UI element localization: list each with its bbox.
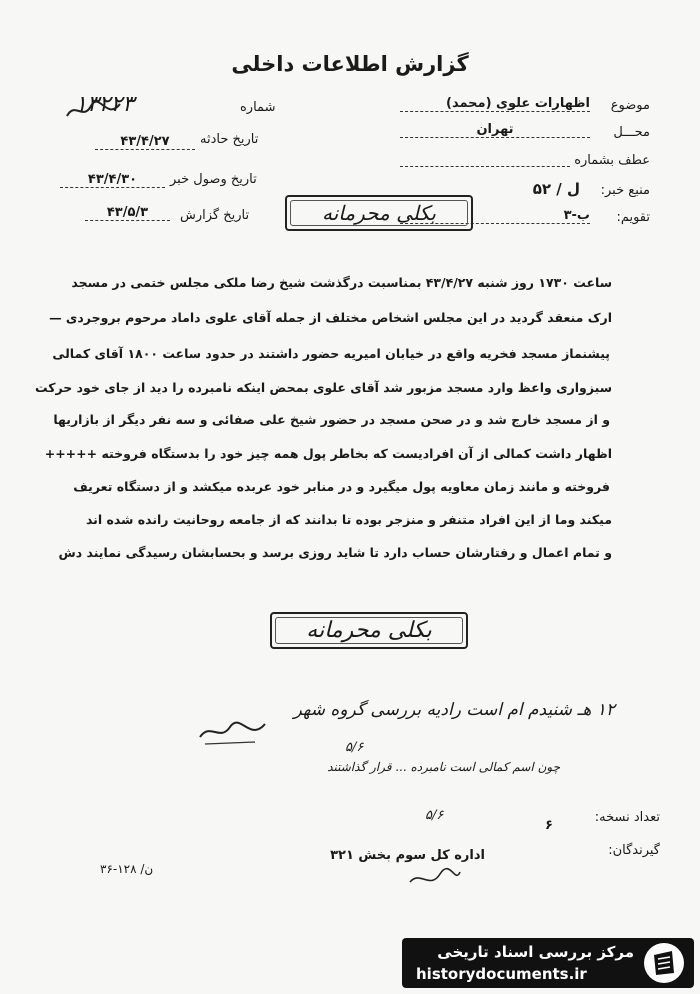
event-date-label: تاریخ حادثه — [200, 132, 259, 147]
subject-value: اظهارات علوی (محمد) — [400, 96, 590, 112]
watermark-url: historydocuments.ir — [416, 965, 587, 983]
handwritten-scribble — [195, 712, 275, 752]
watermark-title: مرکز بررسی اسناد تاریخی — [437, 943, 634, 961]
subject-label: موضوع — [610, 98, 650, 113]
number-value: ۱۳۲۲۳ — [75, 92, 135, 117]
source-value: ل / ۵۲ — [532, 180, 580, 198]
number-label: شماره — [240, 100, 276, 115]
number-scribble — [65, 96, 135, 126]
body-line-8: میکند وما از این افراد متنفر و منزجر بوده تا بدانند که از جامعه روحانیت رانده شده اند — [85, 512, 612, 527]
handwritten-note-3: چون اسم کمالی است نامبرده ... قرار گذاشتند — [327, 760, 560, 774]
body-line-2: ارک منعقد گردید در این مجلس اشخاص مختلف از جمله آقای علوی داماد مرحوم بروجردی — — [49, 310, 612, 325]
location-value: تهران — [400, 122, 590, 138]
archive-logo-icon — [642, 941, 686, 985]
body-line-4: سبزواری واعظ وارد مسجد مزبور شد آقای علوی بمحض اینکه نامبرده را دید از جای خود حرکت — [34, 380, 612, 395]
body-line-1: ساعت ۱۷۳۰ روز شنبه ۴۳/۴/۲۷ بمناسبت درگذشت شیخ رضا ملکی مجلس ختمی در مسجد — [71, 275, 612, 290]
report-date-value: ۴۳/۵/۳ — [85, 205, 170, 221]
body-line-7: فروخته و مانند زمان معاویه پول میگیرد و در منابر خود عربده میکشد و از دستگاه تعریف — [73, 479, 610, 494]
receipt-date-label: تاریخ وصول خبر — [170, 172, 257, 187]
reference-line — [400, 166, 570, 167]
reference-label: عطف بشماره — [574, 153, 650, 168]
handwritten-note-1: ۱۲ هـ شنیدم ام است رادیه بررسی گروه شهر — [293, 700, 615, 720]
body-line-3: پیشنماز مسجد فخریه واقع در خیابان امیریه حضور داشتند در حدود ساعت ۱۸۰۰ آقای کمالی — [52, 346, 610, 361]
rating-label: تقویم: — [616, 210, 650, 225]
document-code: ن/ ۱۲۸-۳۶ — [100, 862, 154, 876]
receipt-date-value: ۴۳/۴/۳۰ — [60, 172, 165, 188]
rating-value: ب-۳ — [400, 208, 590, 224]
confidential-stamp-middle: بکلی محرمانه — [270, 612, 468, 649]
copies-value: ۶ — [545, 818, 553, 833]
recipients-label: گیرندگان: — [608, 843, 660, 858]
handwritten-note-2: ۵/۶ — [345, 740, 364, 755]
body-line-9: و تمام اعمال و رفتارشان حساب دارد تا شاید روزی برسد و بحسابشان رسیدگی نمایند دش — [58, 545, 612, 560]
handwritten-note-4: ۵/۶ — [425, 808, 444, 823]
recipient-value: اداره کل سوم بخش ۳۲۱ — [330, 848, 485, 863]
source-label: منبع خبر: — [600, 183, 650, 198]
location-label: محـــل — [613, 125, 650, 140]
event-date-value: ۴۳/۴/۲۷ — [95, 134, 195, 150]
confidential-stamp-top: بکلی محرمانه — [285, 195, 473, 231]
watermark-banner — [402, 938, 694, 988]
document-title: گزارش اطلاعات داخلی — [231, 52, 469, 76]
copies-label: تعداد نسخه: — [594, 810, 660, 825]
body-line-5: و از مسجد خارج شد و در صحن مسجد در حضور شیخ علی صفائی و سه نفر دیگر از بازاریها — [53, 412, 610, 427]
body-line-6: اظهار داشت کمالی از آن افرادیست که بخاطر پول همه چیز خود را بدستگاه فروخته +++++ — [44, 446, 612, 461]
report-date-label: تاریخ گزارش — [180, 208, 250, 223]
recipient-scribble — [405, 862, 465, 892]
